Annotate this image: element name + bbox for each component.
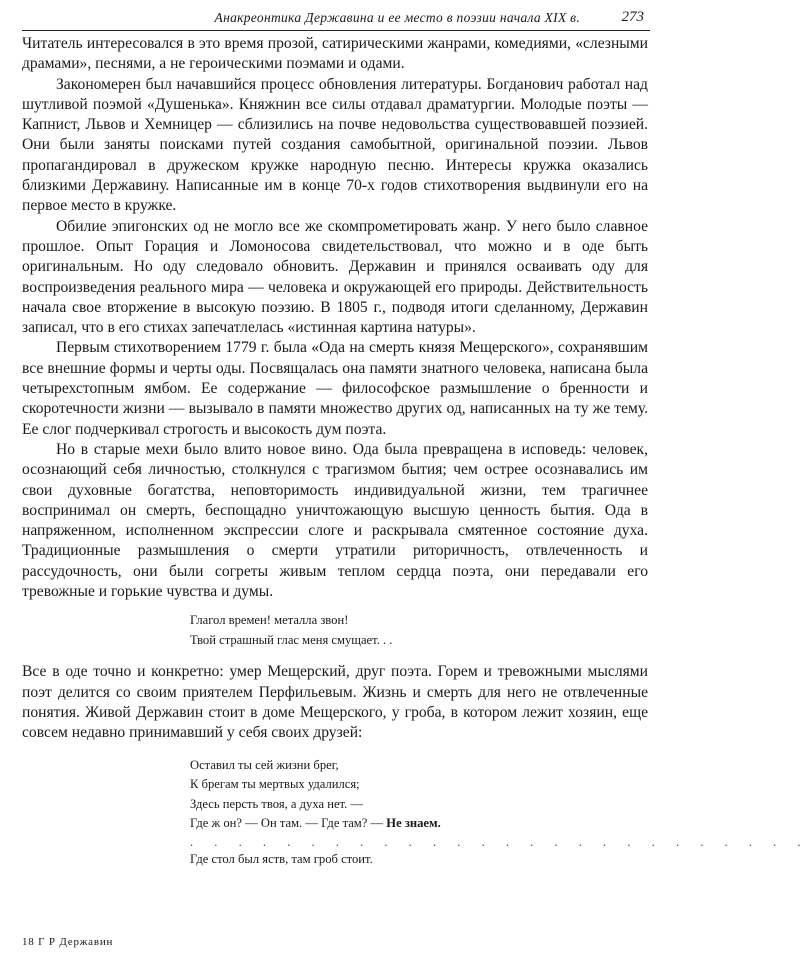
paragraph-6: Все в оде точно и конкретно: умер Мещерский, друг поэта. Горем и тревожными мыслями поэт делится со своим приятелем Перфильевым. Жизнь и смерть для него не отвлеченные понятия. Живой Державин стоит в доме Мещерского, у гроба, в котором лежит хозяин, еще совсем недавно принимавший у себя своих друзей: (22, 663, 648, 742)
signature-footer: 18 Г Р Державин (22, 936, 114, 948)
paragraph-5: Но в старые мехи было влито новое вино. Ода была превращена в исповедь: человек, осознающий себя личностью, столкнулся с трагизмом бытия; чем острее осознавались им свои духовные богатства, неповторимость индивидуальной жизни, тем трагичнее воспринимал он смерть, беспощадно уничтожающую высшую ценность бытия. Ода в напряженном, исполненном экспрессии слоге и раскрывала смятенное состояние духа. Традиционные размышления о смерти утратили риторичность, отвлеченность и рассудочность, они были согреты живым теплом сердца поэта, они передавали его тревожные и горькие чувства и думы. (22, 440, 648, 601)
verse-line-4-text: Где ж он? — Он там. — Где там? — (190, 816, 384, 830)
verse-line-4-emphasis: Не знаем. (386, 816, 441, 830)
verse-line: Глагол времен! металла звон! (190, 613, 349, 628)
verse-line-4 (190, 814, 648, 834)
paragraph-4: Первым стихотворением 1779 г. была «Ода на смерть князя Мещерского», сохранявшим все внешние формы и черты оды. Посвящалась она памяти знатного человека, написана была четырехстопным ямбом. Ее содержание — философское размышление о бренности и скоротечности жизни — вызывало в памяти множество других од, написанных на ту же тему. Ее слог подчеркивал строгость и высокость дум поэта. (22, 339, 648, 438)
verse-line: Здесь персть твоя, а духа нет. — (190, 796, 363, 811)
paragraph-1: Читатель интересовался в это время прозой, сатирическими жанрами, комедиями, «слезными драмами», песнями, а не героическими поэмами и одами. (22, 35, 648, 73)
paragraph-2: Закономерен был начавшийся процесс обновления литературы. Богданович работал над шутливой поэмой «Душенька». Княжнин все силы отдавал драматургии. Молодые поэты — Капнист, Львов и Хемницер — сблизились на почве недовольства существовавшей поэзией. Они были заняты поисками путей создания самобытной, оригинальной поэзии. Львов пропагандировал в дружеском кружке народную песню. Интересы кружка оказались близкими Державину. Написанные им в конце 70-х годов стихотворения выдвинули его на первое место в кружке. (22, 75, 648, 215)
paragraph-3: Обилие эпигонских од не могло все же скомпрометировать жанр. У него было славное прошлое. Опыт Горация и Ломоносова свидетельствовал, что можно и в оде быть оригинальным. Но оду следовало обновить. Державин и принялся осваивать оду для воспроизведения реального мира — человека и окружающей его природы. Действительность начала свое вторжение в высокую поэзию. В 1805 г., подводя итоги сделанному, Державин записал, что в его стихах запечатлелась «истинная картина натуры». (22, 217, 648, 337)
verse-line: Где стол был яств, там гроб стоит. (190, 851, 373, 866)
running-title: Анакреонтика Державина и ее место в поэзии начала XIX в. (214, 10, 580, 25)
page-number: 273 (621, 9, 644, 25)
verse-line: Оставил ты сей жизни брег, (190, 757, 339, 772)
verse-ellipsis: . . . . . . . . . . . . . . . . . . . . . . . . . . (190, 834, 810, 849)
page-body (22, 34, 810, 869)
running-header (22, 6, 650, 31)
verse-line: К брегам ты мертвых удалился; (190, 777, 360, 791)
verse-quote-2 (190, 756, 810, 870)
verse-line: Твой страшный глас меня смущает. . . (190, 632, 393, 647)
verse-quote-1 (190, 611, 648, 650)
